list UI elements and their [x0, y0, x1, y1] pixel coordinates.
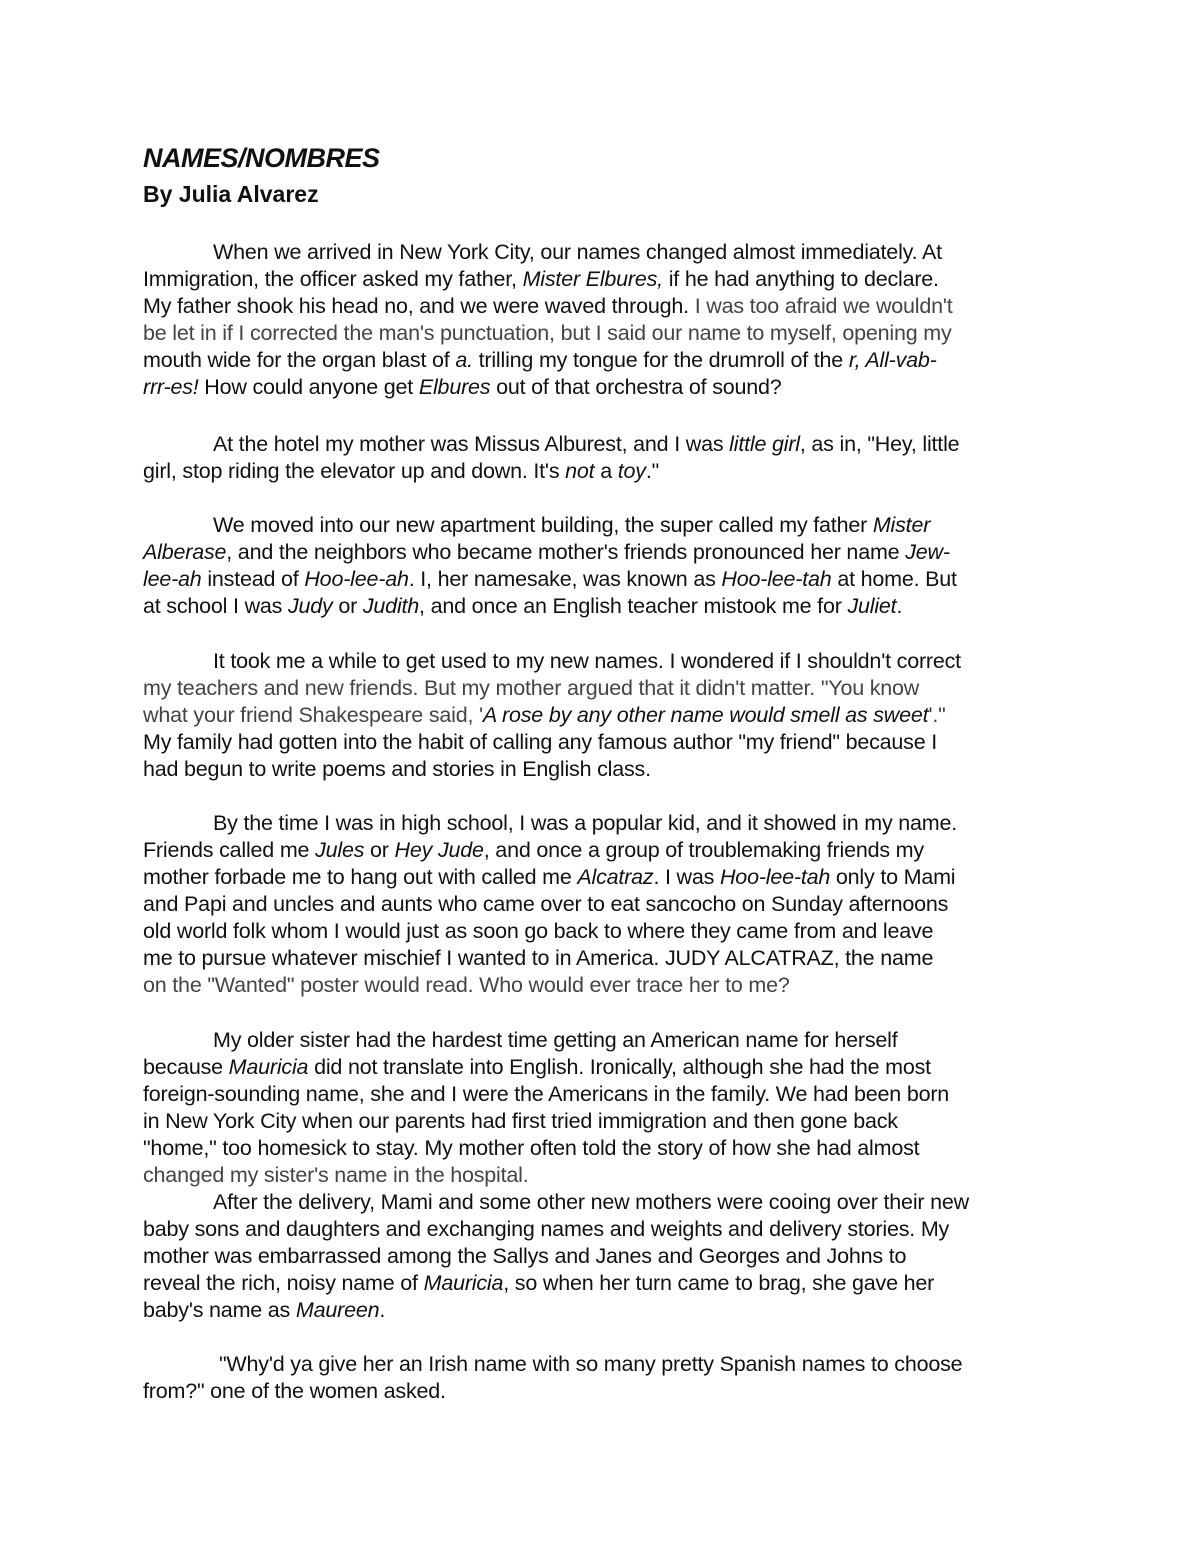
text-run: . [896, 594, 903, 618]
text-line [143, 1378, 962, 1405]
text-run: I was too afraid we wouldn't [694, 294, 953, 318]
italic-text: Hoo-lee-tah [719, 865, 831, 889]
italic-text: Alcatraz [577, 865, 654, 889]
text-line [143, 566, 957, 593]
text-line [143, 320, 953, 347]
paragraph [143, 810, 957, 999]
text-line [143, 945, 957, 972]
text-line [143, 458, 959, 485]
italic-text: A rose by any other name would smell as sweet [482, 703, 929, 727]
text-run: on the "Wanted" poster would read. Who would ever trace her to me? [143, 973, 790, 997]
paragraph [143, 1351, 962, 1405]
text-run: , as in, "Hey, little [799, 432, 960, 456]
italic-text: a. [455, 348, 473, 372]
italic-text: Hey Jude [394, 838, 484, 862]
text-line [143, 239, 953, 266]
text-run: mother was embarrassed among the Sallys and Janes and Georges and Johns to [143, 1244, 907, 1268]
text-line [143, 837, 957, 864]
text-run: foreign-sounding name, she and I were the Americans in the family. We had been born [143, 1082, 950, 1106]
text-run: if he had anything to declare. [662, 267, 939, 291]
text-run: Friends called me [143, 838, 316, 862]
text-line [143, 1351, 962, 1378]
text-line [143, 266, 953, 293]
italic-text: little girl [729, 432, 800, 456]
text-run: and Papi and uncles and aunts who came over to eat sancocho on Sunday afternoons [143, 892, 949, 916]
text-run: '." [928, 703, 946, 727]
text-line [143, 1243, 969, 1270]
italic-text: Hoo-lee-ah [304, 567, 409, 591]
text-run: It took me a while to get used to my new names. I wondered if I shouldn't correct [213, 649, 961, 673]
text-run: My family had gotten into the habit of calling any famous author "my friend" because I [143, 730, 938, 754]
text-line [143, 810, 957, 837]
italic-text: Elbures [418, 375, 491, 399]
italic-text: Mister Elbures, [522, 267, 663, 291]
text-line [143, 1270, 969, 1297]
text-line [143, 1081, 949, 1108]
text-run: At the hotel my mother was Missus Alburest, and I was [213, 432, 730, 456]
text-run: We moved into our new apartment building, the super called my father [213, 513, 873, 537]
text-run: "home," too homesick to stay. My mother often told the story of how she had almost [143, 1136, 920, 1160]
document-title: NAMES/NOMBRES [143, 143, 380, 173]
text-run: , and the neighbors who became mother's friends pronounced her name [226, 540, 906, 564]
text-run: had begun to write poems and stories in English class. [143, 757, 651, 781]
text-run: old world folk whom I would just as soon go back to where they came from and leave [143, 919, 934, 943]
text-line [143, 1297, 969, 1324]
text-line [143, 864, 957, 891]
text-line [143, 1027, 949, 1054]
paragraph [143, 1027, 949, 1189]
italic-text: Jew- [905, 540, 950, 564]
text-run: By the time I was in high school, I was a popular kid, and it showed in my name. [213, 811, 958, 835]
text-line [143, 374, 953, 401]
text-run: mother forbade me to hang out with called me [143, 865, 578, 889]
text-run: baby sons and daughters and exchanging names and weights and delivery stories. My [143, 1217, 950, 1241]
text-line [143, 293, 953, 320]
text-run: , and once a group of troublemaking friends my [483, 838, 924, 862]
italic-text: Mister [872, 513, 931, 537]
text-run: did not translate into English. Ironically, although she had the most [308, 1055, 931, 1079]
text-run: . [379, 1298, 386, 1322]
italic-text: Mauricia [423, 1271, 504, 1295]
italic-text: r, All-vab- [848, 348, 937, 372]
italic-text: rrr-es! [143, 375, 199, 399]
text-run: baby's name as [143, 1298, 296, 1322]
text-run: my teachers and new friends. But my mother argued that it didn't matter. "You know [143, 676, 920, 700]
text-line [143, 675, 961, 702]
text-line [143, 648, 961, 675]
text-line [143, 1216, 969, 1243]
text-run: Immigration, the officer asked my father, [143, 267, 523, 291]
text-line [143, 593, 957, 620]
italic-text: not [565, 459, 595, 483]
text-run: changed my sister's name in the hospital. [143, 1163, 529, 1187]
italic-text: Maureen [295, 1298, 380, 1322]
text-line [143, 1135, 949, 1162]
italic-text: Juliet [847, 594, 897, 618]
document-author: By Julia Alvarez [143, 181, 319, 207]
text-run: When we arrived in New York City, our names changed almost immediately. At [213, 240, 942, 264]
text-run: My father shook his head no, and we were waved through. [143, 294, 695, 318]
text-run: a [594, 459, 618, 483]
text-line [143, 1054, 949, 1081]
text-run: reveal the rich, noisy name of [143, 1271, 424, 1295]
text-line [143, 347, 953, 374]
text-run: How could anyone get [198, 375, 419, 399]
italic-text: lee-ah [143, 567, 202, 591]
paragraph [143, 431, 959, 485]
text-run: at home. But [831, 567, 957, 591]
text-run: instead of [201, 567, 305, 591]
text-run: "Why'd ya give her an Irish name with so many pretty Spanish names to choose [219, 1352, 963, 1376]
paragraph [143, 1189, 969, 1324]
text-line [143, 729, 961, 756]
text-run: because [143, 1055, 229, 1079]
text-run: from?" one of the women asked. [143, 1379, 446, 1403]
text-run: in New York City when our parents had first tried immigration and then gone back [143, 1109, 898, 1133]
text-line [143, 702, 961, 729]
text-run: After the delivery, Mami and some other new mothers were cooing over their new [213, 1190, 969, 1214]
italic-text: Judy [287, 594, 333, 618]
paragraph [143, 648, 961, 783]
text-run: only to Mami [830, 865, 956, 889]
text-run: or [332, 594, 363, 618]
paragraph [143, 239, 953, 401]
text-line [143, 1108, 949, 1135]
text-run: ." [645, 459, 660, 483]
text-run: or [364, 838, 395, 862]
text-run: at school I was [143, 594, 288, 618]
text-line [143, 1189, 969, 1216]
text-line [143, 431, 959, 458]
text-run: . I was [653, 865, 720, 889]
italic-text: Alberase [143, 540, 227, 564]
italic-text: Mauricia [228, 1055, 309, 1079]
italic-text: Hoo-lee-tah [721, 567, 832, 591]
text-line [143, 756, 961, 783]
italic-text: toy [617, 459, 646, 483]
text-line [143, 1162, 949, 1189]
text-run: girl, stop riding the elevator up and down. It's [143, 459, 566, 483]
text-run: what your friend Shakespeare said, ' [143, 703, 483, 727]
text-run: me to pursue whatever mischief I wanted to in America. JUDY ALCATRAZ, the name [143, 946, 934, 970]
text-line [143, 972, 957, 999]
italic-text: Jules [315, 838, 365, 862]
paragraph [143, 512, 957, 620]
text-run: , and once an English teacher mistook me for [419, 594, 848, 618]
text-run: My older sister had the hardest time getting an American name for herself [213, 1028, 898, 1052]
text-line [143, 891, 957, 918]
text-run: , so when her turn came to brag, she gave her [503, 1271, 935, 1295]
text-run: out of that orchestra of sound? [490, 375, 782, 399]
text-run: mouth wide for the organ blast of [143, 348, 456, 372]
text-run: be let in if I corrected the man's punctuation, but I said our name to myself, opening my [143, 321, 952, 345]
text-run: trilling my tongue for the drumroll of the [472, 348, 849, 372]
text-line [143, 512, 957, 539]
text-line [143, 539, 957, 566]
text-line [143, 918, 957, 945]
text-run: . I, her namesake, was known as [408, 567, 722, 591]
italic-text: Judith [362, 594, 420, 618]
